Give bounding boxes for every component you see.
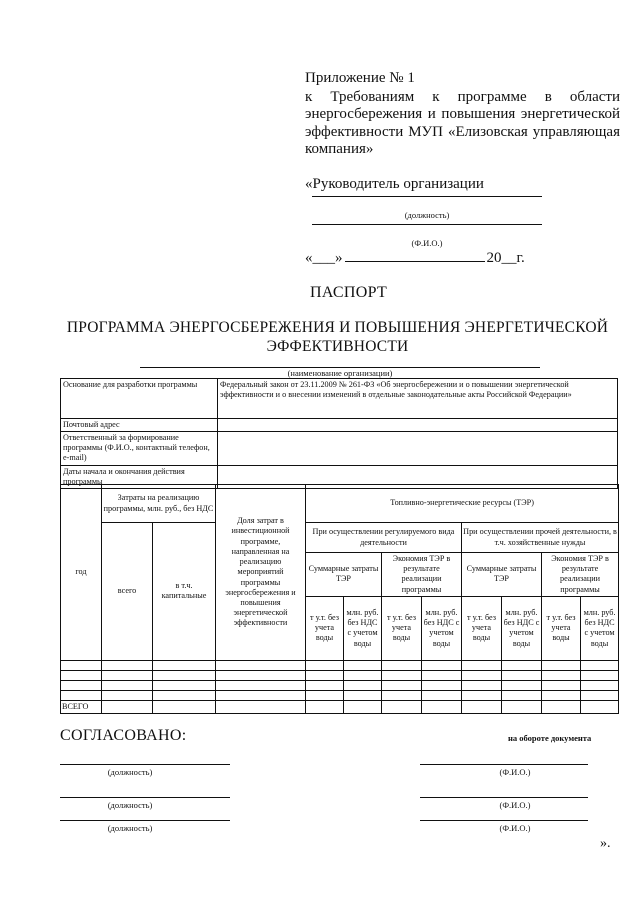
appendix-line-3: эффективности МУП «Елизовская управляющая	[305, 123, 620, 140]
share-header: Доля затрат в инвестиционной программе, направленная на реализацию мероприятий программы энергосбережения и повышения энергетической эффективности	[216, 485, 306, 661]
approval-date	[305, 250, 525, 267]
unit-rub: млн. руб. без НДС с учетом воды	[344, 596, 382, 660]
closing-quote: ».	[600, 836, 611, 851]
costs-total-header: всего	[102, 523, 153, 661]
info-value: Федеральный закон от 23.11.2009 № 261-ФЗ «Об энергосбережении и о повышении энергетической эффективности и о внесении изменений в отдельные законодательные акты Российской Федерации»	[218, 379, 618, 419]
other-header: При осуществлении прочей деятельности, в т.ч. хозяйственные нужды	[462, 523, 619, 553]
appendix-line-4: компания»	[305, 141, 374, 157]
ter-grid-table	[60, 484, 619, 714]
info-table	[60, 378, 618, 489]
info-label: Почтовый адрес	[61, 419, 218, 432]
year-header: год	[61, 485, 102, 661]
costs-header: Затраты на реализацию программы, млн. руб., без НДС	[102, 485, 216, 523]
info-value	[218, 419, 618, 432]
passport-word: ПАСПОРТ	[310, 284, 388, 301]
sign-name-caption-3: (Ф.И.О.)	[499, 823, 531, 833]
position-line	[312, 196, 542, 197]
sign-name-caption-1: (Ф.И.О.)	[499, 767, 531, 777]
table-row	[61, 660, 619, 670]
info-row-address	[61, 419, 618, 432]
other-savings: Экономия ТЭР в результате реализации программы	[542, 553, 619, 597]
sign-name-line-1	[420, 764, 588, 765]
sign-name-line-2	[420, 797, 588, 798]
unit-tut: т у.т. без учета воды	[382, 596, 422, 660]
sign-position-line-2	[60, 797, 230, 798]
passport-title-line-2: ЭФФЕКТИВНОСТИ	[266, 338, 409, 355]
sign-position-caption-3: (должность)	[107, 823, 153, 833]
table-row	[61, 670, 619, 680]
date-year: 20__г.	[486, 250, 525, 266]
unit-rub: млн. руб. без НДС с учетом воды	[502, 596, 542, 660]
appendix-line-2: энергосбережения и повышения энергетической	[305, 106, 620, 122]
passport-title-line-1: ПРОГРАММА ЭНЕРГОСБЕРЕЖЕНИЯ И ПОВЫШЕНИЯ ЭНЕРГЕТИЧЕСКОЙ	[66, 319, 609, 336]
total-row	[61, 700, 619, 713]
info-label: Даты начала и окончания действия программы	[61, 466, 218, 489]
other-total-ter: Суммарные затраты ТЭР	[462, 553, 542, 597]
regulated-header: При осуществлении регулируемого вида деятельности	[306, 523, 462, 553]
passport-title	[60, 318, 615, 356]
agreed-label: СОГЛАСОВАНО:	[60, 727, 187, 744]
unit-tut: т у.т. без учета воды	[306, 596, 344, 660]
info-row-responsible	[61, 432, 618, 466]
name-line	[312, 224, 542, 225]
sign-position-caption-2: (должность)	[107, 800, 153, 810]
sign-position-caption-1: (должность)	[107, 767, 153, 777]
appendix-title: Приложение № 1	[305, 70, 415, 86]
unit-rub: млн. руб. без НДС с учетом воды	[422, 596, 462, 660]
total-label: ВСЕГО	[61, 700, 102, 713]
info-row-basis	[61, 379, 618, 419]
date-day: «___»	[305, 250, 343, 266]
unit-rub: млн. руб. без НДС с учетом воды	[581, 596, 619, 660]
sign-position-line-1	[60, 764, 230, 765]
ter-header: Топливно-энергетические ресурсы (ТЭР)	[306, 485, 619, 523]
table-row	[61, 690, 619, 700]
info-value	[218, 432, 618, 466]
appendix-line-1: к Требованиям к программе в области	[305, 88, 620, 105]
org-caption: (наименование организации)	[287, 368, 393, 378]
costs-capital-header: в т.ч. капитальные	[153, 523, 216, 661]
name-caption: (Ф.И.О.)	[411, 238, 443, 248]
sign-position-line-3	[60, 820, 230, 821]
table-row	[61, 680, 619, 690]
unit-tut: т у.т. без учета воды	[462, 596, 502, 660]
sign-name-caption-2: (Ф.И.О.)	[499, 800, 531, 810]
info-label: Ответственный за формирование программы (Ф.И.О., контактный телефон, e-mail)	[61, 432, 218, 466]
position-caption: (должность)	[404, 210, 450, 220]
appendix-block	[305, 70, 620, 159]
regulated-total-ter: Суммарные затраты ТЭР	[306, 553, 382, 597]
reverse-note: на обороте документа	[508, 733, 592, 743]
info-label: Основание для разработки программы	[61, 379, 218, 419]
approval-head: «Руководитель организации	[305, 176, 484, 192]
sign-name-line-3	[420, 820, 588, 821]
regulated-savings: Экономия ТЭР в результате реализации программы	[382, 553, 462, 597]
unit-tut: т у.т. без учета воды	[542, 596, 581, 660]
date-month-line	[345, 261, 485, 262]
